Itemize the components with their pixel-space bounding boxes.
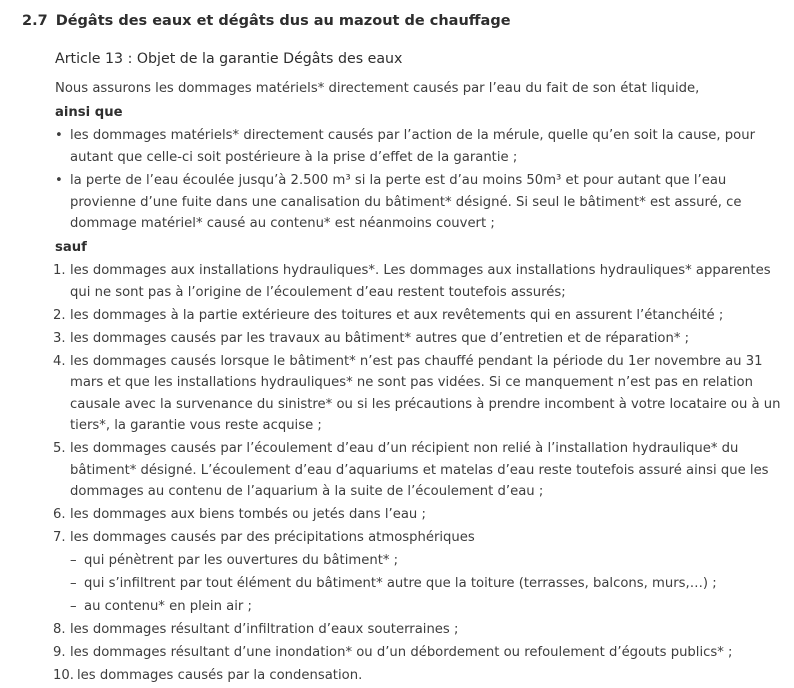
item-text: les dommages aux installations hydrauliques*. Les dommages aux installations hydrauliques* apparentes qui ne sont pas à l’origine de l’écoulement d’eau restent toutefois assurés; — [70, 263, 771, 300]
section-heading — [22, 11, 511, 33]
exclusion-item — [55, 642, 785, 664]
exclusions-list — [55, 260, 785, 686]
item-text: les dommages aux biens tombés ou jetés dans l’eau ; — [70, 507, 426, 522]
item-number: 2. — [53, 307, 66, 323]
sub-item — [70, 596, 785, 618]
exclusion-item — [55, 527, 785, 617]
item-number: 8. — [53, 621, 66, 637]
item-text: les dommages causés lorsque le bâtiment* n’est pas chauffé pendant la période du 1er novembre au 31 mars et que les installations hydrauliques* ne sont pas vidées. Si ce manquement n’est pas en relation causale avec la survenance du sinistre* ou si les précautions à prendre incombent à votre locataire ou à un tiers*, la garantie vous reste acquise ; — [70, 353, 781, 433]
sub-list — [70, 550, 785, 618]
coverage-list — [55, 125, 785, 235]
item-text: les dommages résultant d’une inondation* ou d’un débordement ou refoulement d’égouts publics* ; — [70, 644, 733, 660]
sub-item — [70, 550, 785, 572]
exclusion-item — [55, 438, 785, 503]
ainsi-que-label: ainsi que — [55, 104, 123, 120]
sub-item-text: qui pénètrent par les ouvertures du bâtiment* ; — [84, 552, 399, 568]
article-title: Article 13 : Objet de la garantie Dégâts des eaux — [55, 51, 403, 67]
item-number: 9. — [53, 644, 66, 660]
item-text: les dommages causés par l’écoulement d’eau d’un récipient non relié à l’installation hydraulique* du bâtiment* désigné. L’écoulement d’eau d’aquariums et matelas d’eau reste toutefois assuré ainsi que les dommages au contenu de l’aquarium à la suite de l’écoulement d’eau ; — [70, 441, 769, 499]
item-number: 7. — [53, 530, 66, 545]
exclusion-item — [55, 619, 785, 641]
section-number: 2.7 — [22, 13, 48, 29]
exclusion-item — [55, 504, 785, 526]
dash-icon: – — [70, 552, 77, 568]
dash-icon: – — [70, 598, 77, 614]
item-text: les dommages causés par la condensation. — [77, 667, 363, 683]
exclusion-item — [55, 328, 785, 350]
sauf-label: sauf — [55, 239, 87, 255]
exclusion-item — [55, 305, 785, 327]
intro-paragraph: Nous assurons les dommages matériels* directement causés par l’eau du fait de son état liquide, — [55, 81, 700, 96]
exclusion-item — [55, 665, 785, 687]
item-number: 6. — [53, 507, 66, 522]
section-title: Dégâts des eaux et dégâts dus au mazout de chauffage — [55, 13, 511, 29]
item-text: les dommages causés par des précipitations atmosphériques — [70, 530, 475, 545]
item-text: les dommages résultant d’infiltration d’eaux souterraines ; — [70, 621, 459, 637]
bullet-icon: • — [55, 173, 63, 188]
item-text: les dommages causés par les travaux au bâtiment* autres que d’entretien et de réparation* ; — [70, 330, 690, 346]
item-number: 4. — [53, 353, 66, 369]
dash-icon: – — [70, 575, 77, 591]
item-number: 5. — [53, 441, 66, 456]
item-text: les dommages à la partie extérieure des toitures et aux revêtements qui en assurent l’étanchéité ; — [70, 307, 724, 323]
article-body — [55, 78, 785, 688]
item-number: 3. — [53, 330, 66, 346]
bullet-icon: • — [55, 128, 63, 143]
sub-item-text: qui s’infiltrent par tout élément du bâtiment* autre que la toiture (terrasses, balcons, murs,…) ; — [84, 575, 717, 591]
item-number: 10. — [53, 667, 74, 683]
list-item-text: les dommages matériels* directement causés par l’action de la mérule, quelle qu’en soit la cause, pour autant que celle-ci soit postérieure à la prise d’effet de la garantie ; — [70, 128, 756, 165]
exclusion-item — [55, 260, 785, 303]
list-item — [55, 125, 785, 168]
list-item-text: la perte de l’eau écoulée jusqu’à 2.500 m³ si la perte est d’au moins 50m³ et pour autant que l’eau provienne d’une fuite dans une canalisation du bâtiment* désigné. Si seul le bâtiment* est assuré, ce dommage matériel* causé au contenu* est néanmoins couvert ; — [70, 173, 742, 231]
sub-item-text: au contenu* en plein air ; — [84, 598, 252, 614]
item-number: 1. — [53, 263, 66, 278]
list-item — [55, 170, 785, 235]
exclusion-item — [55, 351, 785, 437]
sub-item — [70, 573, 785, 595]
